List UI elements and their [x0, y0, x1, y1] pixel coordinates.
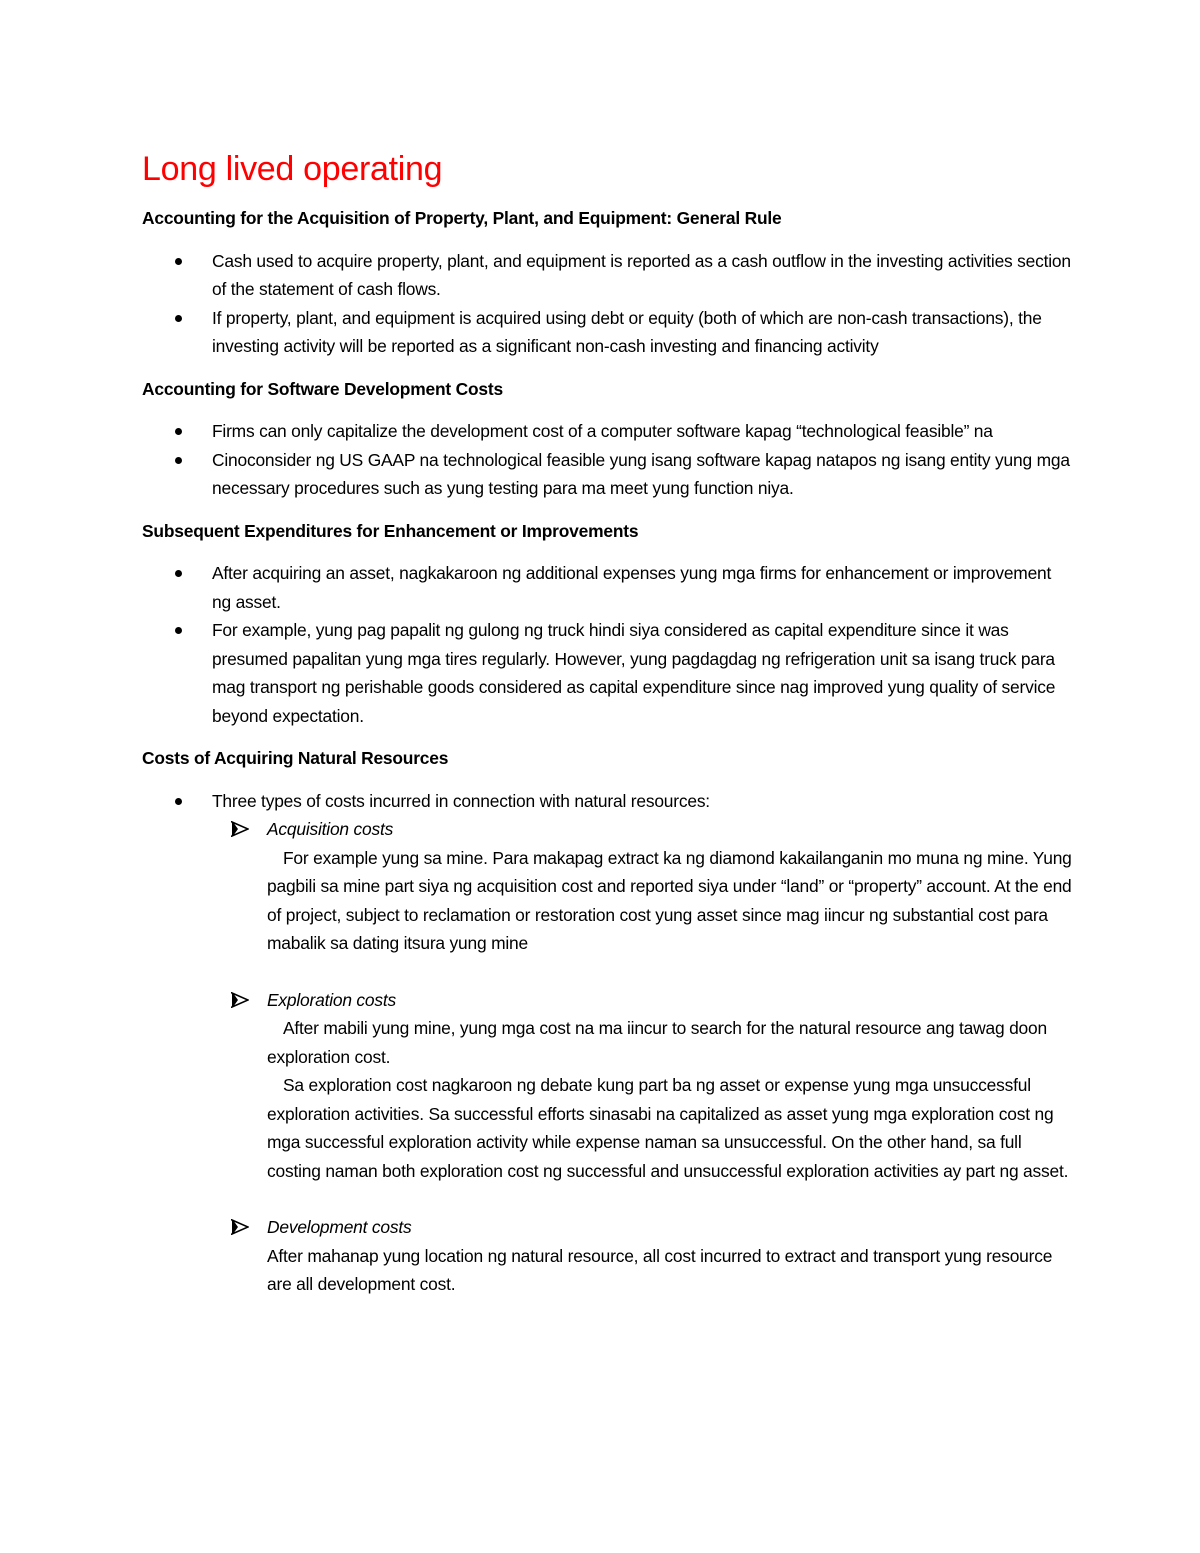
- section-ppe-acquisition: [142, 204, 1072, 361]
- list-item-text: For example, yung pag papalit ng gulong ng truck hindi siya considered as capital expenditure since it was presumed papalitan yung mga tires regularly. However, yung pagdagdag ng refrigeration unit sa isang truck para mag transport ng perishable goods considered as capital expenditure since nag improved yung quality of service beyond expectation.: [212, 620, 1056, 726]
- sub-item-label: Acquisition costs: [267, 819, 394, 839]
- list-item: [142, 559, 1072, 616]
- sub-item-paragraph: After mahanap yung location ng natural resource, all cost incurred to extract and transport yung resource are all development cost.: [267, 1245, 1053, 1294]
- list-item-text: After acquiring an asset, nagkakaroon ng additional expenses yung mga firms for enhancement or improvement ng asset.: [212, 563, 1052, 612]
- sub-list-item: [212, 1213, 1072, 1299]
- document-content: [142, 146, 1072, 1313]
- section-heading: Accounting for Software Development Costs: [142, 378, 503, 399]
- sub-item-label: Exploration costs: [267, 989, 397, 1010]
- arrowhead-bullet-icon: [231, 992, 249, 1008]
- sub-item-paragraph: After mabili yung mine, yung mga cost na ma iincur to search for the natural resource ang tawag doon exploration cost.: [267, 1018, 1047, 1067]
- bullet-icon: [175, 315, 182, 322]
- bullet-icon: [175, 798, 182, 805]
- bullet-icon: [175, 457, 182, 464]
- sub-item-label: Development costs: [267, 1217, 412, 1237]
- list-item: [142, 616, 1072, 730]
- list-item-text: Cash used to acquire property, plant, and equipment is reported as a cash outflow in the investing activities section of the statement of cash flows.: [212, 250, 1071, 299]
- bullet-icon: [175, 258, 182, 265]
- list-item: [142, 304, 1072, 361]
- bullet-list: [142, 559, 1072, 730]
- list-item: [142, 446, 1072, 503]
- list-item-text: Cinoconsider ng US GAAP na technological feasible yung isang software kapag natapos ng isang entity yung mga necessary procedures such as yung testing para ma meet yung function niya.: [212, 449, 1070, 498]
- section-heading: Subsequent Expenditures for Enhancement or Improvements: [142, 520, 639, 541]
- section-software-development: [142, 375, 1072, 503]
- bullet-icon: [175, 570, 182, 577]
- section-heading: Costs of Acquiring Natural Resources: [142, 748, 449, 768]
- section-natural-resources: [142, 744, 1072, 1299]
- list-item: [142, 417, 1072, 446]
- section-heading: Accounting for the Acquisition of Property, Plant, and Equipment: General Rule: [142, 208, 782, 228]
- list-item: [142, 247, 1072, 304]
- sub-list-item: [212, 986, 1072, 1186]
- sub-item-paragraph: For example yung sa mine. Para makapag extract ka ng diamond kakailanganin mo muna ng mine. Yung pagbili sa mine part siya ng acquisition cost and reported siya under “land” or “property” account. At the end of project, subject to reclamation or restoration cost yung asset since mag iincur ng substantial cost para mabalik sa dating itsura yung mine: [267, 847, 1072, 953]
- list-item-text: If property, plant, and equipment is acquired using debt or equity (both of which are non-cash transactions), the investing activity will be reported as a significant non-cash investing and financing activity: [212, 307, 1042, 356]
- bullet-list: [142, 787, 1072, 1299]
- sub-bullet-list: [212, 815, 1072, 1299]
- sub-item-paragraph: Sa exploration cost nagkaroon ng debate kung part ba ng asset or expense yung mga unsuccessful exploration activities. Sa successful efforts sinasabi na capitalized as asset yung mga exploration cost ng mga successful exploration activity while expense naman sa unsuccessful. On the other hand, sa full costing naman both exploration cost ng successful and unsuccessful exploration activities ay part ng asset.: [267, 1075, 1069, 1181]
- list-item: [142, 787, 1072, 1299]
- bullet-icon: [175, 627, 182, 634]
- bullet-list: [142, 247, 1072, 361]
- bullet-list: [142, 417, 1072, 503]
- page-title: Long lived operating: [142, 150, 443, 188]
- list-item-text: Firms can only capitalize the development cost of a computer software kapag “technological feasible” na: [212, 421, 993, 441]
- list-item-text: Three types of costs incurred in connection with natural resources:: [212, 790, 710, 811]
- sub-list-item: [212, 815, 1072, 958]
- bullet-icon: [175, 428, 182, 435]
- arrowhead-bullet-icon: [231, 821, 249, 837]
- arrowhead-bullet-icon: [231, 1219, 249, 1235]
- section-subsequent-expenditures: [142, 517, 1072, 731]
